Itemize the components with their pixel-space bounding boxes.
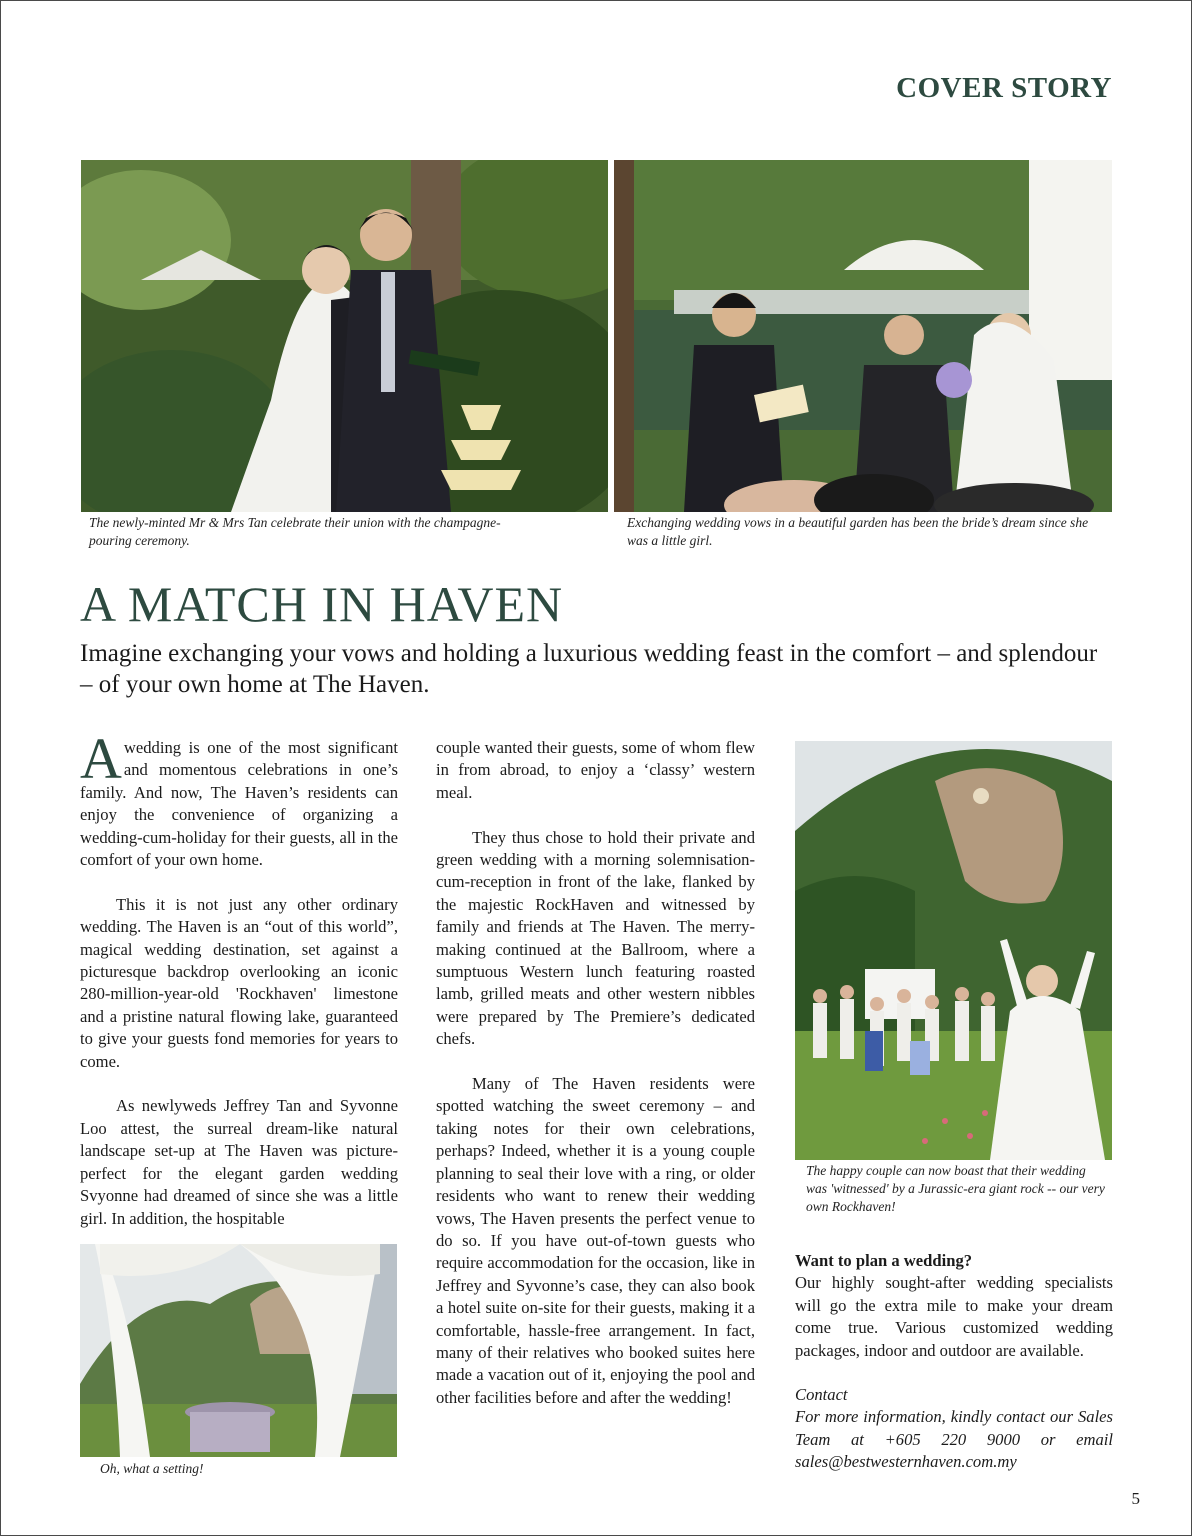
contact-heading: Contact — [795, 1385, 848, 1405]
article-column-1 — [80, 726, 398, 1252]
paragraph-destination: This it is not just any other ordinary wedding. The Haven is an “out of this world”, magical wedding destination, set against a picturesque backdrop overlooking an iconic 280-million-year-old 'Rockhaven' limestone and a pristine natural flowing lake, guaranteed to give your guests fond memories for years to come. — [80, 894, 398, 1071]
caption-champagne: The newly-minted Mr & Mrs Tan celebrate their union with the champagne-pouring ceremony. — [89, 515, 501, 548]
drop-cap: A — [80, 726, 122, 791]
wedding-sidebar — [795, 1250, 1113, 1474]
intro-text: wedding is one of the most significant and momentous celebrations in one’s family. And now, The Haven’s residents can enjoy the convenience of organizing a wedding-cum-holiday for their guests, all in the comfort of your own home. — [80, 738, 398, 870]
sidebar-heading: Want to plan a wedding? — [795, 1251, 973, 1270]
headline: A MATCH IN HAVEN — [80, 576, 564, 632]
article-column-2 — [436, 737, 755, 1432]
caption-vows: Exchanging wedding vows in a beautiful garden has been the bride’s dream since she was a little girl. — [627, 515, 1089, 548]
paragraph-intro — [80, 726, 398, 871]
paragraph-private-wedding: They thus chose to hold their private and green wedding with a morning solemnisation-cum-reception in front of the lake, flanked by the majestic RockHaven and witnessed by family and friends at The Haven. The merry-making continued at the Ballroom, where a sumptuous Western lunch featuring roasted lamb, grilled meats and other western nibbles were prepared by The Premiere’s dedicated chefs. — [436, 827, 755, 1049]
photo-rockhaven — [795, 741, 1112, 1160]
photo-champagne-ceremony — [81, 160, 608, 512]
page-number: 5 — [1131, 1489, 1140, 1508]
photo-setting — [80, 1244, 397, 1457]
paragraph-newlyweds-cont: couple wanted their guests, some of whom flew in from abroad, to enjoy a ‘classy’ western meal. — [436, 738, 755, 802]
section-label: COVER STORY — [896, 72, 1112, 104]
standfirst: Imagine exchanging your vows and holding a luxurious wedding feast in the comfort – and splendour – of your own home at The Haven. — [80, 640, 1098, 698]
photo-exchanging-vows — [614, 160, 1112, 512]
sidebar-text: Our highly sought-after wedding specialists will go the extra mile to make your dream come true. Various customized wedding packages, indoor and outdoor are available. — [795, 1273, 1113, 1360]
caption-rockhaven: The happy couple can now boast that their wedding was 'witnessed' by a Jurassic-era giant rock -- our very own Rockhaven! — [806, 1163, 1105, 1214]
caption-setting: Oh, what a setting! — [100, 1461, 204, 1476]
paragraph-newlyweds: As newlyweds Jeffrey Tan and Syvonne Loo attest, the surreal dream-like natural landscape set-up at The Haven was picture-perfect for the elegant garden wedding Svyonne had dreamed of since she was a little girl. In addition, the hospitable — [80, 1096, 398, 1228]
contact-text: For more information, kindly contact our Sales Team at +605 220 9000 or email sales@bestwesternhaven.com.my — [795, 1407, 1113, 1472]
paragraph-residents: Many of The Haven residents were spotted watching the sweet ceremony – and taking notes for their own celebrations, perhaps? Indeed, whether it is a young couple planning to seal their love with a ring, or older residents who want to renew their wedding vows, The Haven presents the perfect venue to do so. If you have out-of-town guests who require accommodation for the occasion, like in Jeffrey and Syvonne’s case, they can also book a hotel suite on-site for their guests, making it a comfortable, hassle-free arrangement. In fact, many of their relatives who booked suites here made a vacation out of it, enjoying the pool and other facilities before and after the wedding! — [436, 1074, 755, 1407]
